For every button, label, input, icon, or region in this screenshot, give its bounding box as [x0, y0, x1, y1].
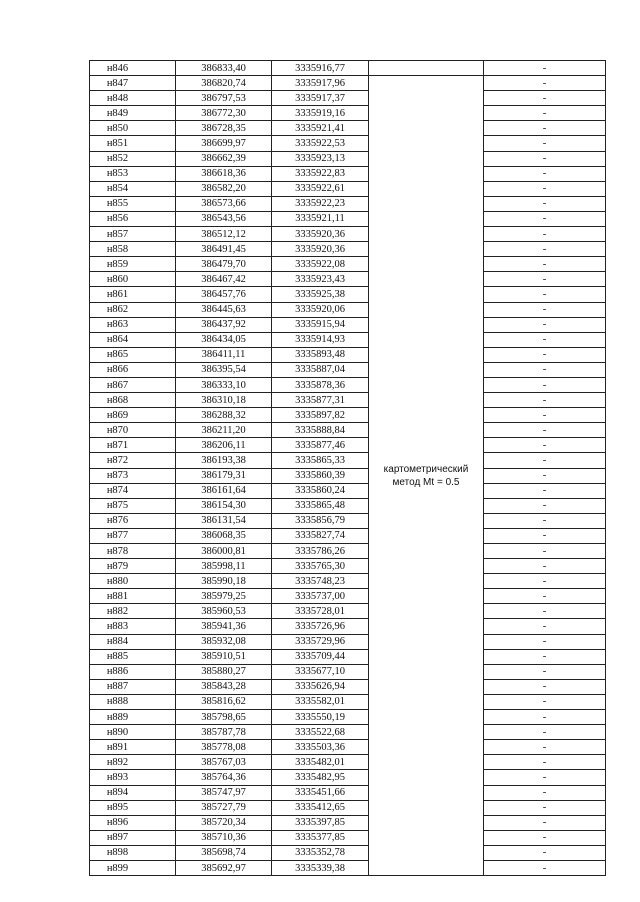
- y-coordinate-cell: 3335856,79: [272, 513, 369, 528]
- x-coordinate-cell: 386833,40: [176, 61, 272, 76]
- description-cell: -: [484, 287, 606, 302]
- x-coordinate-cell: 386457,76: [176, 287, 272, 302]
- description-cell: -: [484, 483, 606, 498]
- x-coordinate-cell: 385778,08: [176, 740, 272, 755]
- table-row: [90, 589, 606, 604]
- y-coordinate-cell: 3335922,83: [272, 166, 369, 181]
- y-coordinate-cell: 3335377,85: [272, 830, 369, 845]
- x-coordinate-cell: 385998,11: [176, 559, 272, 574]
- description-cell: -: [484, 408, 606, 423]
- table-row: [90, 664, 606, 679]
- point-id-cell: н884: [90, 634, 176, 649]
- table-row: [90, 725, 606, 740]
- y-coordinate-cell: 3335860,24: [272, 483, 369, 498]
- x-coordinate-cell: 386445,63: [176, 302, 272, 317]
- y-coordinate-cell: 3335916,77: [272, 61, 369, 76]
- y-coordinate-cell: 3335877,46: [272, 438, 369, 453]
- point-id-cell: н877: [90, 528, 176, 543]
- x-coordinate-cell: 386434,05: [176, 332, 272, 347]
- description-cell: -: [484, 619, 606, 634]
- table-row: [90, 634, 606, 649]
- point-id-cell: н869: [90, 408, 176, 423]
- point-id-cell: н852: [90, 151, 176, 166]
- table-row: [90, 830, 606, 845]
- description-cell: -: [484, 528, 606, 543]
- x-coordinate-cell: 385960,53: [176, 604, 272, 619]
- x-coordinate-cell: 386000,81: [176, 544, 272, 559]
- point-id-cell: н858: [90, 242, 176, 257]
- y-coordinate-cell: 3335923,13: [272, 151, 369, 166]
- description-cell: -: [484, 845, 606, 860]
- table-row: [90, 76, 606, 91]
- y-coordinate-cell: 3335729,96: [272, 634, 369, 649]
- x-coordinate-cell: 385880,27: [176, 664, 272, 679]
- x-coordinate-cell: 385816,62: [176, 694, 272, 709]
- x-coordinate-cell: 386820,74: [176, 76, 272, 91]
- method-cell: [369, 76, 484, 876]
- x-coordinate-cell: 386797,53: [176, 91, 272, 106]
- point-id-cell: н880: [90, 574, 176, 589]
- table-row: [90, 649, 606, 664]
- y-coordinate-cell: 3335923,43: [272, 272, 369, 287]
- x-coordinate-cell: 385787,78: [176, 725, 272, 740]
- description-cell: -: [484, 151, 606, 166]
- point-id-cell: н888: [90, 694, 176, 709]
- y-coordinate-cell: 3335827,74: [272, 528, 369, 543]
- y-coordinate-cell: 3335786,26: [272, 544, 369, 559]
- point-id-cell: н894: [90, 785, 176, 800]
- x-coordinate-cell: 386179,31: [176, 468, 272, 483]
- x-coordinate-cell: 386467,42: [176, 272, 272, 287]
- point-id-cell: н889: [90, 710, 176, 725]
- point-id-cell: н882: [90, 604, 176, 619]
- table-row: [90, 619, 606, 634]
- y-coordinate-cell: 3335888,84: [272, 423, 369, 438]
- table-row: [90, 181, 606, 196]
- y-coordinate-cell: 3335915,94: [272, 317, 369, 332]
- point-id-cell: н848: [90, 91, 176, 106]
- description-cell: -: [484, 544, 606, 559]
- table-row: [90, 559, 606, 574]
- description-cell: -: [484, 559, 606, 574]
- point-id-cell: н863: [90, 317, 176, 332]
- description-cell: -: [484, 196, 606, 211]
- y-coordinate-cell: 3335339,38: [272, 860, 369, 875]
- table-row: [90, 694, 606, 709]
- description-cell: -: [484, 347, 606, 362]
- x-coordinate-cell: 386211,20: [176, 423, 272, 438]
- table-row: [90, 196, 606, 211]
- table-row: [90, 377, 606, 392]
- y-coordinate-cell: 3335728,01: [272, 604, 369, 619]
- point-id-cell: н865: [90, 347, 176, 362]
- y-coordinate-cell: 3335726,96: [272, 619, 369, 634]
- x-coordinate-cell: 386479,70: [176, 257, 272, 272]
- description-cell: -: [484, 61, 606, 76]
- point-id-cell: н849: [90, 106, 176, 121]
- x-coordinate-cell: 385798,65: [176, 710, 272, 725]
- description-cell: -: [484, 91, 606, 106]
- point-id-cell: н886: [90, 664, 176, 679]
- point-id-cell: н878: [90, 544, 176, 559]
- point-id-cell: н873: [90, 468, 176, 483]
- description-cell: -: [484, 498, 606, 513]
- point-id-cell: н847: [90, 76, 176, 91]
- point-id-cell: н846: [90, 61, 176, 76]
- table-row: [90, 845, 606, 860]
- table-row: [90, 61, 606, 76]
- y-coordinate-cell: 3335550,19: [272, 710, 369, 725]
- table-row: [90, 211, 606, 226]
- description-cell: -: [484, 694, 606, 709]
- y-coordinate-cell: 3335860,39: [272, 468, 369, 483]
- point-id-cell: н868: [90, 393, 176, 408]
- x-coordinate-cell: 385710,36: [176, 830, 272, 845]
- x-coordinate-cell: 386068,35: [176, 528, 272, 543]
- y-coordinate-cell: 3335920,06: [272, 302, 369, 317]
- x-coordinate-cell: 385990,18: [176, 574, 272, 589]
- table-row: [90, 287, 606, 302]
- y-coordinate-cell: 3335412,65: [272, 800, 369, 815]
- y-coordinate-cell: 3335914,93: [272, 332, 369, 347]
- x-coordinate-cell: 385979,25: [176, 589, 272, 604]
- table-row: [90, 106, 606, 121]
- y-coordinate-cell: 3335451,66: [272, 785, 369, 800]
- x-coordinate-cell: 385764,36: [176, 770, 272, 785]
- point-id-cell: н861: [90, 287, 176, 302]
- description-cell: -: [484, 740, 606, 755]
- x-coordinate-cell: 386618,36: [176, 166, 272, 181]
- description-cell: -: [484, 106, 606, 121]
- point-id-cell: н853: [90, 166, 176, 181]
- point-id-cell: н895: [90, 800, 176, 815]
- description-cell: -: [484, 770, 606, 785]
- description-cell: -: [484, 377, 606, 392]
- table-row: [90, 347, 606, 362]
- y-coordinate-cell: 3335737,00: [272, 589, 369, 604]
- description-cell: -: [484, 453, 606, 468]
- x-coordinate-cell: 386543,56: [176, 211, 272, 226]
- description-cell: -: [484, 815, 606, 830]
- x-coordinate-cell: 386662,39: [176, 151, 272, 166]
- table-row: [90, 770, 606, 785]
- y-coordinate-cell: 3335765,30: [272, 559, 369, 574]
- description-cell: -: [484, 227, 606, 242]
- description-cell: -: [484, 468, 606, 483]
- point-id-cell: н899: [90, 860, 176, 875]
- table-row: [90, 574, 606, 589]
- point-id-cell: н898: [90, 845, 176, 860]
- y-coordinate-cell: 3335626,94: [272, 679, 369, 694]
- y-coordinate-cell: 3335748,23: [272, 574, 369, 589]
- description-cell: -: [484, 242, 606, 257]
- description-cell: -: [484, 604, 606, 619]
- table-row: [90, 815, 606, 830]
- description-cell: -: [484, 362, 606, 377]
- x-coordinate-cell: 386411,11: [176, 347, 272, 362]
- point-id-cell: н891: [90, 740, 176, 755]
- x-coordinate-cell: 386288,32: [176, 408, 272, 423]
- table-row: [90, 453, 606, 468]
- table-row: [90, 302, 606, 317]
- point-id-cell: н854: [90, 181, 176, 196]
- description-cell: -: [484, 332, 606, 347]
- description-cell: -: [484, 513, 606, 528]
- y-coordinate-cell: 3335503,36: [272, 740, 369, 755]
- description-cell: -: [484, 830, 606, 845]
- y-coordinate-cell: 3335920,36: [272, 242, 369, 257]
- y-coordinate-cell: 3335922,53: [272, 136, 369, 151]
- table-row: [90, 151, 606, 166]
- point-id-cell: н867: [90, 377, 176, 392]
- accuracy-label: метод Mt = 0.5: [392, 476, 460, 488]
- table-row: [90, 393, 606, 408]
- point-id-cell: н851: [90, 136, 176, 151]
- table-row: [90, 272, 606, 287]
- description-cell: -: [484, 257, 606, 272]
- table-row: [90, 755, 606, 770]
- table-row: [90, 408, 606, 423]
- table-row: [90, 242, 606, 257]
- table-row: [90, 91, 606, 106]
- x-coordinate-cell: 385941,36: [176, 619, 272, 634]
- x-coordinate-cell: 385698,74: [176, 845, 272, 860]
- table-row: [90, 121, 606, 136]
- x-coordinate-cell: 385843,28: [176, 679, 272, 694]
- description-cell: -: [484, 211, 606, 226]
- y-coordinate-cell: 3335925,38: [272, 287, 369, 302]
- table-row: [90, 257, 606, 272]
- x-coordinate-cell: 386161,64: [176, 483, 272, 498]
- y-coordinate-cell: 3335920,36: [272, 227, 369, 242]
- table-row: [90, 860, 606, 875]
- point-id-cell: н883: [90, 619, 176, 634]
- table-row: [90, 544, 606, 559]
- coordinates-table: [89, 60, 606, 876]
- point-id-cell: н856: [90, 211, 176, 226]
- y-coordinate-cell: 3335921,41: [272, 121, 369, 136]
- x-coordinate-cell: 386154,30: [176, 498, 272, 513]
- x-coordinate-cell: 386395,54: [176, 362, 272, 377]
- x-coordinate-cell: 385910,51: [176, 649, 272, 664]
- y-coordinate-cell: 3335897,82: [272, 408, 369, 423]
- point-id-cell: н890: [90, 725, 176, 740]
- description-cell: -: [484, 423, 606, 438]
- description-cell: -: [484, 76, 606, 91]
- y-coordinate-cell: 3335677,10: [272, 664, 369, 679]
- y-coordinate-cell: 3335917,96: [272, 76, 369, 91]
- point-id-cell: н897: [90, 830, 176, 845]
- point-id-cell: н896: [90, 815, 176, 830]
- description-cell: -: [484, 136, 606, 151]
- description-cell: -: [484, 710, 606, 725]
- table-row: [90, 423, 606, 438]
- x-coordinate-cell: 386437,92: [176, 317, 272, 332]
- point-id-cell: н875: [90, 498, 176, 513]
- description-cell: -: [484, 317, 606, 332]
- description-cell: -: [484, 589, 606, 604]
- y-coordinate-cell: 3335352,78: [272, 845, 369, 860]
- point-id-cell: н876: [90, 513, 176, 528]
- y-coordinate-cell: 3335522,68: [272, 725, 369, 740]
- coordinates-table-body: [90, 61, 606, 876]
- description-cell: -: [484, 800, 606, 815]
- description-cell: -: [484, 166, 606, 181]
- point-id-cell: н859: [90, 257, 176, 272]
- table-row: [90, 468, 606, 483]
- y-coordinate-cell: 3335865,48: [272, 498, 369, 513]
- point-id-cell: н887: [90, 679, 176, 694]
- x-coordinate-cell: 386512,12: [176, 227, 272, 242]
- table-row: [90, 362, 606, 377]
- method-label: картометрический: [383, 463, 469, 475]
- description-cell: -: [484, 272, 606, 287]
- x-coordinate-cell: 386699,97: [176, 136, 272, 151]
- x-coordinate-cell: 386772,30: [176, 106, 272, 121]
- y-coordinate-cell: 3335877,31: [272, 393, 369, 408]
- y-coordinate-cell: 3335922,23: [272, 196, 369, 211]
- table-row: [90, 483, 606, 498]
- y-coordinate-cell: 3335397,85: [272, 815, 369, 830]
- x-coordinate-cell: 385932,08: [176, 634, 272, 649]
- table-row: [90, 498, 606, 513]
- table-row: [90, 785, 606, 800]
- point-id-cell: н872: [90, 453, 176, 468]
- table-row: [90, 136, 606, 151]
- description-cell: -: [484, 649, 606, 664]
- description-cell: -: [484, 634, 606, 649]
- table-row: [90, 227, 606, 242]
- point-id-cell: н870: [90, 423, 176, 438]
- point-id-cell: н871: [90, 438, 176, 453]
- y-coordinate-cell: 3335922,61: [272, 181, 369, 196]
- description-cell: -: [484, 574, 606, 589]
- table-row: [90, 317, 606, 332]
- y-coordinate-cell: 3335482,95: [272, 770, 369, 785]
- description-cell: -: [484, 785, 606, 800]
- point-id-cell: н885: [90, 649, 176, 664]
- description-cell: -: [484, 121, 606, 136]
- table-row: [90, 710, 606, 725]
- table-row: [90, 513, 606, 528]
- table-row: [90, 528, 606, 543]
- y-coordinate-cell: 3335922,08: [272, 257, 369, 272]
- point-id-cell: н860: [90, 272, 176, 287]
- x-coordinate-cell: 386333,10: [176, 377, 272, 392]
- point-id-cell: н874: [90, 483, 176, 498]
- coordinates-sheet: [89, 60, 605, 876]
- description-cell: -: [484, 302, 606, 317]
- point-id-cell: н866: [90, 362, 176, 377]
- description-cell: -: [484, 438, 606, 453]
- y-coordinate-cell: 3335917,37: [272, 91, 369, 106]
- y-coordinate-cell: 3335482,01: [272, 755, 369, 770]
- y-coordinate-cell: 3335919,16: [272, 106, 369, 121]
- x-coordinate-cell: 386491,45: [176, 242, 272, 257]
- x-coordinate-cell: 386193,38: [176, 453, 272, 468]
- point-id-cell: н855: [90, 196, 176, 211]
- y-coordinate-cell: 3335921,11: [272, 211, 369, 226]
- x-coordinate-cell: 386310,18: [176, 393, 272, 408]
- x-coordinate-cell: 385727,79: [176, 800, 272, 815]
- x-coordinate-cell: 386131,54: [176, 513, 272, 528]
- x-coordinate-cell: 386728,35: [176, 121, 272, 136]
- description-cell: -: [484, 181, 606, 196]
- x-coordinate-cell: 386573,66: [176, 196, 272, 211]
- table-row: [90, 679, 606, 694]
- table-row: [90, 332, 606, 347]
- x-coordinate-cell: 385747,97: [176, 785, 272, 800]
- y-coordinate-cell: 3335582,01: [272, 694, 369, 709]
- x-coordinate-cell: 385692,97: [176, 860, 272, 875]
- table-row: [90, 604, 606, 619]
- description-cell: -: [484, 725, 606, 740]
- y-coordinate-cell: 3335893,48: [272, 347, 369, 362]
- point-id-cell: н892: [90, 755, 176, 770]
- table-row: [90, 166, 606, 181]
- point-id-cell: н879: [90, 559, 176, 574]
- method-cell-empty: [369, 61, 484, 76]
- point-id-cell: н864: [90, 332, 176, 347]
- y-coordinate-cell: 3335865,33: [272, 453, 369, 468]
- point-id-cell: н881: [90, 589, 176, 604]
- y-coordinate-cell: 3335878,36: [272, 377, 369, 392]
- x-coordinate-cell: 386582,20: [176, 181, 272, 196]
- table-row: [90, 740, 606, 755]
- description-cell: -: [484, 679, 606, 694]
- table-row: [90, 800, 606, 815]
- description-cell: -: [484, 393, 606, 408]
- y-coordinate-cell: 3335709,44: [272, 649, 369, 664]
- description-cell: -: [484, 755, 606, 770]
- description-cell: -: [484, 664, 606, 679]
- point-id-cell: н857: [90, 227, 176, 242]
- point-id-cell: н893: [90, 770, 176, 785]
- point-id-cell: н862: [90, 302, 176, 317]
- table-row: [90, 438, 606, 453]
- x-coordinate-cell: 385720,34: [176, 815, 272, 830]
- x-coordinate-cell: 386206,11: [176, 438, 272, 453]
- x-coordinate-cell: 385767,03: [176, 755, 272, 770]
- description-cell: -: [484, 860, 606, 875]
- point-id-cell: н850: [90, 121, 176, 136]
- y-coordinate-cell: 3335887,04: [272, 362, 369, 377]
